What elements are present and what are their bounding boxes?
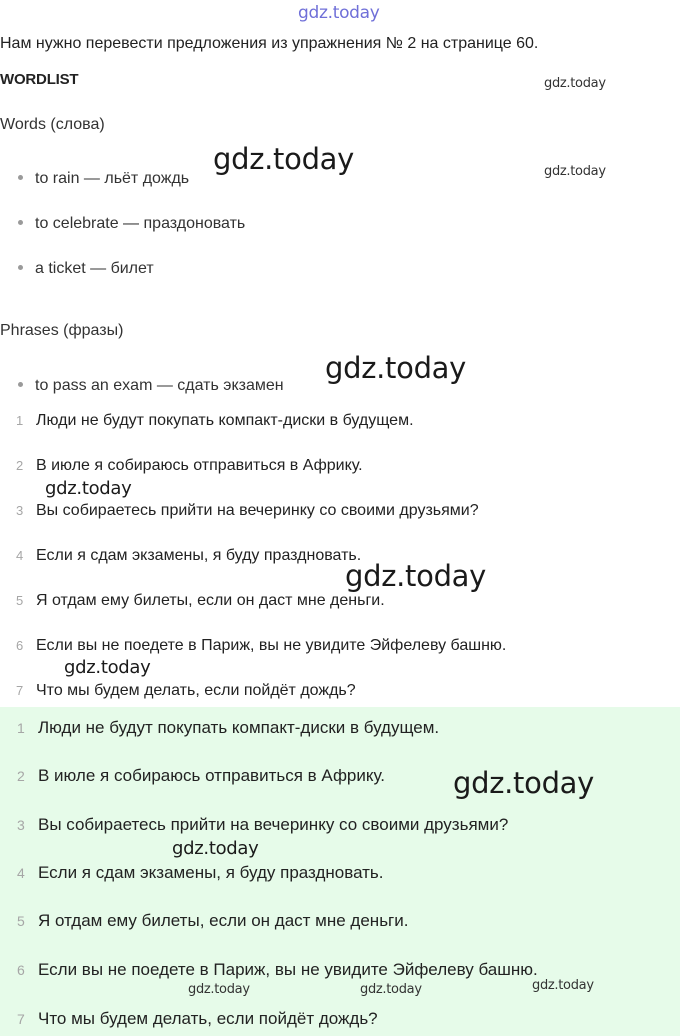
- watermark: gdz.today: [172, 838, 259, 859]
- exercise-item: 1 Люди не будут покупать компакт-диски в будущем.: [16, 412, 414, 429]
- exercise-item: 5 Я отдам ему билеты, если он даст мне деньги.: [16, 592, 385, 609]
- answer-item: 6 Если вы не поедете в Париж, вы не увидите Эйфелеву башню.: [17, 960, 538, 979]
- phrase-item: to pass an exam — сдать экзамен: [18, 377, 284, 395]
- answer-item: 4 Если я сдам экзамены, я буду праздновать.: [17, 863, 384, 882]
- answer-item: 1 Люди не будут покупать компакт-диски в будущем.: [17, 718, 440, 737]
- phrases-heading: Phrases (фразы): [0, 322, 124, 339]
- answer-item: 7 Что мы будем делать, если пойдёт дождь?: [17, 1009, 378, 1028]
- word-item: to celebrate — праздоновать: [18, 215, 245, 233]
- site-logo[interactable]: gdz.today: [298, 3, 380, 23]
- word-item: a ticket — билет: [18, 260, 154, 278]
- exercise-item: 4 Если я сдам экзамены, я буду праздновать.: [16, 547, 362, 564]
- watermark: gdz.today: [345, 559, 487, 593]
- watermark: gdz.today: [544, 76, 606, 91]
- watermark: gdz.today: [213, 142, 355, 176]
- watermark: gdz.today: [325, 351, 467, 385]
- exercise-item: 7 Что мы будем делать, если пойдёт дождь?: [16, 682, 356, 699]
- bullet-icon: [18, 265, 23, 270]
- answer-item: 2 В июле я собираюсь отправиться в Африку.: [17, 766, 386, 785]
- watermark: gdz.today: [45, 478, 132, 499]
- watermark: gdz.today: [532, 978, 594, 993]
- answer-item: 5 Я отдам ему билеты, если он даст мне деньги.: [17, 911, 409, 930]
- bullet-icon: [18, 175, 23, 180]
- exercise-item: 6 Если вы не поедете в Париж, вы не увидите Эйфелеву башню.: [16, 637, 507, 654]
- answer-item: 3 Вы собираетесь прийти на вечеринку со своими друзьями?: [17, 815, 509, 834]
- watermark: gdz.today: [453, 766, 595, 800]
- words-heading: Words (слова): [0, 116, 105, 133]
- watermark: gdz.today: [188, 982, 250, 997]
- bullet-icon: [18, 220, 23, 225]
- bullet-icon: [18, 382, 23, 387]
- intro-text: Нам нужно перевести предложения из упражнения № 2 на странице 60.: [0, 35, 539, 52]
- exercise-item: 2 В июле я собираюсь отправиться в Африку.: [16, 457, 363, 474]
- watermark: gdz.today: [360, 982, 422, 997]
- wordlist-title: WORDLIST: [0, 71, 79, 88]
- watermark: gdz.today: [544, 164, 606, 179]
- word-item: to rain — льёт дождь: [18, 170, 189, 188]
- watermark: gdz.today: [64, 657, 151, 678]
- exercise-item: 3 Вы собираетесь прийти на вечеринку со своими друзьями?: [16, 502, 479, 519]
